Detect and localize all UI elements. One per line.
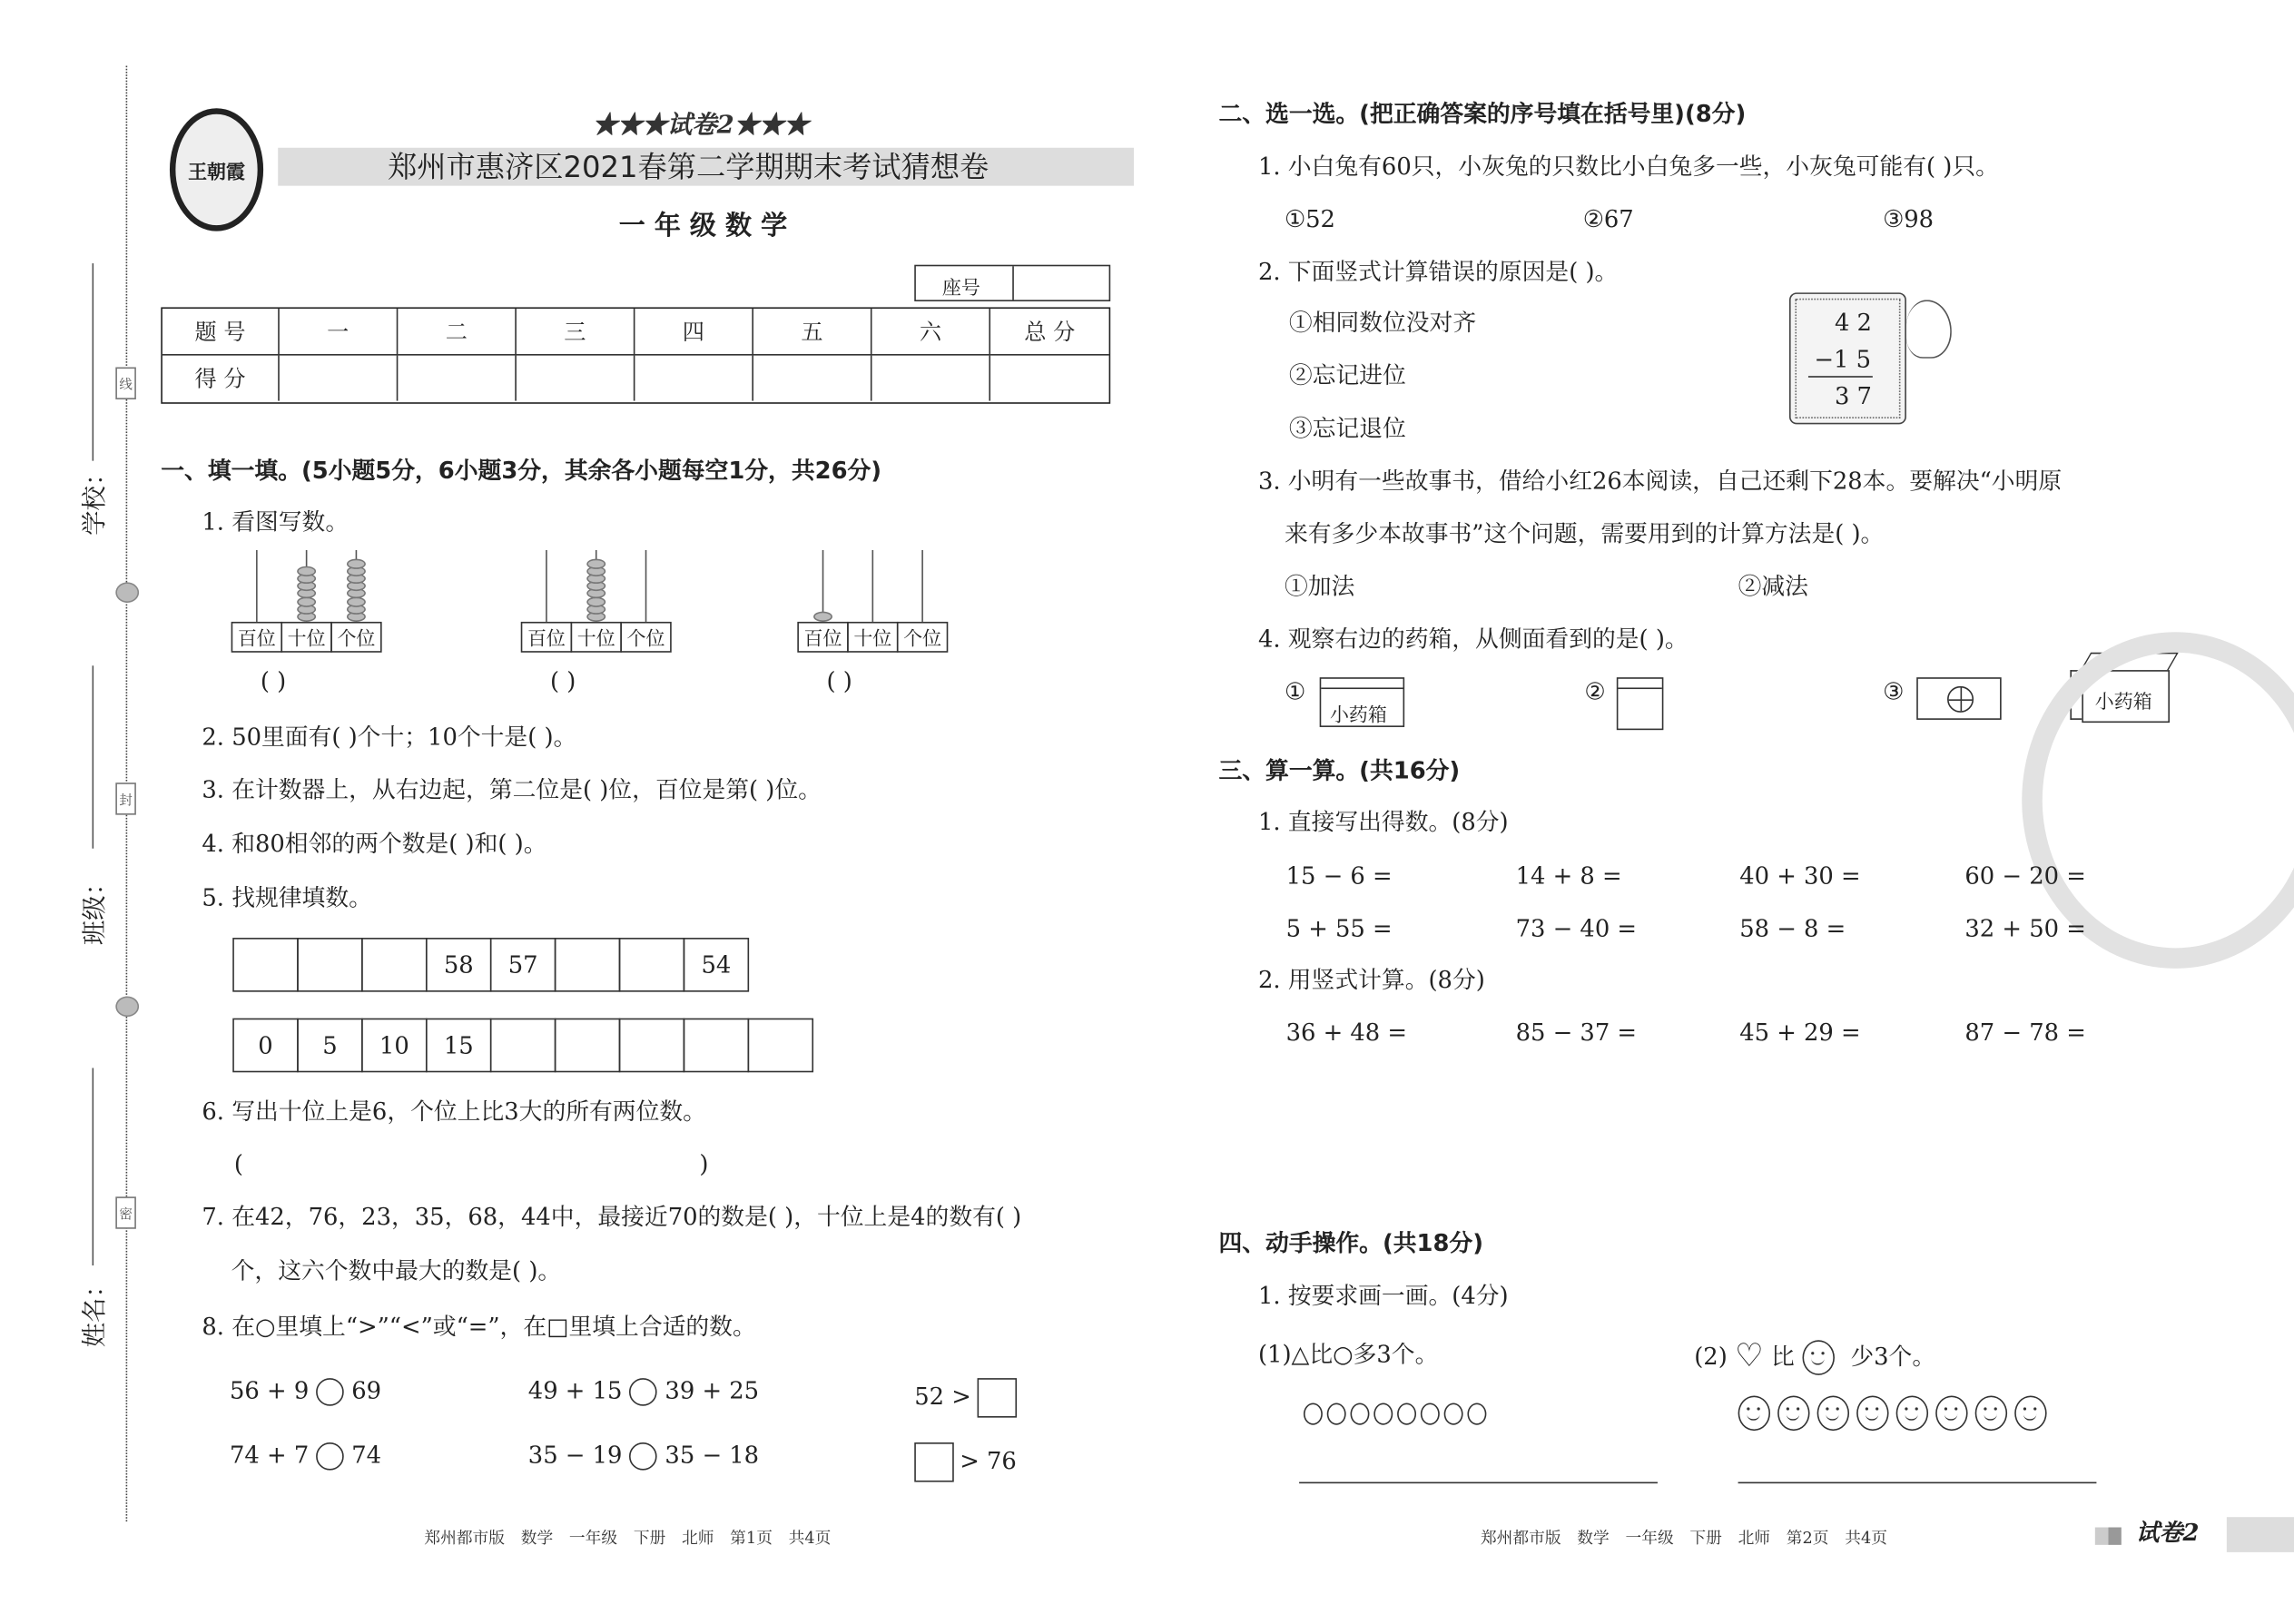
abacus-place-label: 十位	[281, 622, 331, 653]
circle-icon	[1327, 1403, 1346, 1425]
smiley-icon	[1896, 1395, 1928, 1431]
abacus-bead	[297, 566, 316, 576]
swirl-icon	[115, 582, 139, 603]
vertical-calc-item: 36 + 48 =	[1285, 1018, 1408, 1047]
s4-p2	[1694, 1340, 1935, 1375]
s1-q5: 5. 找规律填数。	[202, 883, 372, 912]
class-label: 班级：	[80, 870, 110, 946]
section1-header: 一、填一填。(5小题5分，6小题3分，其余各小题每空1分，共26分)	[161, 456, 882, 485]
s2-q1-opt1: ①52	[1284, 204, 1335, 233]
p2-text-less: 少3个。	[1850, 1342, 1936, 1371]
abacus-place-label: 十位	[847, 622, 898, 653]
smiley-icon	[1802, 1340, 1834, 1375]
pattern-cell: 15	[426, 1019, 492, 1073]
footer-left: 郑州都市版 数学 一年级 下册 北师 第1页 共4页	[424, 1529, 832, 1549]
abacus	[797, 550, 950, 704]
abacus-bead	[586, 558, 605, 568]
swirl-icon	[115, 996, 139, 1017]
pattern-cell[interactable]	[748, 1019, 814, 1073]
oral-calc-item: 73 − 40 =	[1515, 914, 1638, 942]
circle-icon	[1304, 1403, 1323, 1425]
exam-subtitle: 一 年 级 数 学	[618, 211, 788, 241]
pattern-cell: 58	[426, 938, 492, 992]
circle-row	[1304, 1403, 1491, 1430]
answer-circle[interactable]	[316, 1378, 344, 1406]
section3-header: 三、算一算。(共16分)	[1218, 756, 1461, 784]
s2-q1-opt3: ③98	[1883, 204, 1935, 233]
section2-header: 二、选一选。(把正确答案的序号填在括号里)(8分)	[1218, 99, 1747, 128]
heart-icon: ♡	[1734, 1338, 1764, 1375]
school-line	[93, 263, 94, 461]
footer-deco	[2095, 1528, 2122, 1545]
score-header-cell: 题 号	[162, 309, 280, 356]
s2-q4-opt3: ③	[1883, 677, 1905, 705]
s2-q4: 4. 观察右边的药箱，从侧面看到的是( )。	[1257, 625, 1689, 653]
answer-paren[interactable]: ( )	[826, 666, 852, 695]
score-input-cell[interactable]	[398, 356, 517, 401]
seal-close-box: 密	[115, 1196, 136, 1228]
answer-square[interactable]	[914, 1442, 954, 1482]
abacus-place-label: 百位	[231, 622, 282, 653]
compare-left: 56 + 9	[230, 1376, 317, 1405]
s1-q7: 7. 在42，76，23，35，68，44中，最接近70的数是( )，十位上是4的数有( )	[202, 1202, 1022, 1231]
s4-q1: 1. 按要求画一画。(4分)	[1257, 1281, 1509, 1310]
logo	[170, 108, 263, 231]
exam-title: 郑州市惠济区2021春第二学期期末考试猜想卷	[388, 149, 989, 185]
compare-question	[230, 1378, 381, 1406]
s2-q3: 3. 小明有一些故事书，借给小红26本阅读，自己还剩下28本。要解决“小明原	[1257, 467, 2063, 495]
name-label: 姓名：	[80, 1273, 110, 1348]
circle-icon	[1351, 1403, 1370, 1425]
abacus-bead	[813, 612, 832, 622]
series-label: ★★★试卷2★★★	[592, 111, 809, 141]
compare-right: 35 − 18	[657, 1441, 760, 1470]
pattern-cell: 57	[490, 938, 556, 992]
smiley-icon	[1935, 1395, 1967, 1431]
oral-calc-item: 40 + 30 =	[1739, 861, 1861, 890]
box-question-2	[914, 1442, 1017, 1482]
footer-tab	[2227, 1517, 2294, 1552]
s3-q1: 1. 直接写出得数。(8分)	[1257, 807, 1509, 836]
seat-label: 座号	[941, 278, 980, 300]
compare-question	[528, 1378, 759, 1406]
mouse-icon	[1906, 300, 1952, 358]
pattern-cell[interactable]	[555, 938, 621, 992]
s2-q2-opt3: ③忘记退位	[1288, 414, 1406, 442]
s2-q3-opt2: ②减法	[1738, 572, 1808, 600]
compare-left: 74 + 7	[230, 1441, 317, 1470]
pattern-cell: 5	[297, 1019, 363, 1073]
oral-calc-item: 5 + 55 =	[1285, 914, 1393, 942]
oral-calc-item: 14 + 8 =	[1515, 861, 1622, 890]
q6-paren-close: )	[699, 1149, 709, 1178]
s1-q6: 6. 写出十位上是6，个位上比3大的所有两位数。	[202, 1097, 706, 1126]
logo-text: 王朝霞	[188, 162, 245, 184]
score-input-cell[interactable]	[635, 356, 753, 401]
medicine-box-side-view	[1617, 677, 1664, 730]
score-header-cell: 总 分	[990, 309, 1109, 356]
oral-calc-item: 58 − 8 =	[1739, 914, 1846, 942]
score-header-cell: 四	[635, 309, 753, 356]
pattern-cell[interactable]	[297, 938, 363, 992]
box-label: 小药箱	[2094, 692, 2152, 714]
seat-number-field[interactable]	[914, 265, 1110, 301]
calc-line-3: 3 7	[1834, 381, 1872, 410]
s1-q7-cont: 个，这六个数中最大的数是( )。	[231, 1256, 562, 1284]
box-q2-text: > 76	[960, 1446, 1017, 1475]
smiley-row	[1738, 1395, 2054, 1435]
vertical-calc-item: 87 − 78 =	[1964, 1018, 2086, 1047]
score-input-cell[interactable]	[517, 356, 635, 401]
s2-q3-cont: 来有多少本故事书”这个问题，需要用到的计算方法是( )。	[1284, 519, 1885, 547]
compare-right: 74	[344, 1441, 382, 1470]
abacus-place-label: 个位	[330, 622, 381, 653]
medicine-box-top-view	[1916, 677, 2001, 720]
abacus	[521, 550, 674, 704]
footer-badge: 试卷2	[2135, 1518, 2200, 1547]
abacus-rod	[256, 550, 258, 622]
s2-q2: 2. 下面竖式计算错误的原因是( )。	[1257, 257, 1619, 286]
abacus-rod	[921, 550, 923, 622]
abacus-rod	[872, 550, 874, 622]
s3-q2: 2. 用竖式计算。(8分)	[1257, 965, 1485, 994]
q6-paren-open: (	[233, 1149, 243, 1178]
medicine-box-front-view	[1320, 677, 1404, 727]
score-header-cell: 一	[280, 309, 399, 356]
s1-q1: 1. 看图写数。	[202, 507, 350, 536]
s2-q2-opt1: ①相同数位没对齐	[1288, 309, 1477, 337]
compare-question	[230, 1442, 381, 1471]
pattern-cell[interactable]	[361, 938, 428, 992]
box-q1-text: 52 >	[914, 1382, 971, 1411]
s4-p1: (1)△比○多3个。	[1257, 1340, 1439, 1368]
abacus-rod	[645, 550, 647, 622]
circle-icon	[1373, 1403, 1393, 1425]
answer-square[interactable]	[977, 1378, 1017, 1418]
compare-right: 39 + 25	[657, 1376, 760, 1405]
vertical-calc-item: 85 − 37 =	[1515, 1018, 1638, 1047]
p2-number: (2)	[1694, 1342, 1728, 1371]
s2-q4-opt1: ①	[1284, 677, 1306, 705]
pattern-cell[interactable]	[490, 1019, 556, 1073]
score-input-cell[interactable]	[753, 356, 872, 401]
oral-calc-item: 15 − 6 =	[1285, 861, 1393, 890]
abacus	[231, 550, 385, 704]
score-input-cell[interactable]	[872, 356, 991, 401]
s2-q1-opt2: ②67	[1582, 204, 1634, 233]
compare-left: 49 + 15	[527, 1376, 630, 1405]
calc-line-2: −1 5	[1814, 345, 1872, 373]
compare-left: 35 − 19	[527, 1441, 630, 1470]
abacus-place-label: 个位	[897, 622, 948, 653]
answer-circle[interactable]	[630, 1442, 658, 1471]
score-header-cell: 三	[517, 309, 635, 356]
answer-line-2[interactable]	[1738, 1482, 2097, 1484]
score-table	[161, 307, 1110, 403]
abacus-place-label: 个位	[620, 622, 671, 653]
pattern-cell[interactable]	[619, 938, 685, 992]
abacus-place-label: 十位	[571, 622, 622, 653]
school-label: 学校：	[80, 460, 110, 536]
score-header-cell: 五	[753, 309, 872, 356]
s1-q3: 3. 在计数器上，从右边起，第二位是( )位，百位是第( )位。	[202, 775, 822, 803]
score-header-cell: 六	[872, 309, 991, 356]
calc-line-1: 4 2	[1834, 309, 1872, 337]
s1-q4: 4. 和80相邻的两个数是( )和( )。	[202, 829, 547, 858]
s2-q4-opt2: ②	[1584, 677, 1606, 705]
circle-icon	[1444, 1403, 1463, 1425]
answer-paren[interactable]: ( )	[549, 666, 576, 695]
score-header-cell: 二	[398, 309, 517, 356]
oral-calc-item: 32 + 50 =	[1964, 914, 2086, 942]
answer-circle[interactable]	[630, 1378, 658, 1406]
circle-icon	[1397, 1403, 1416, 1425]
pattern-cell[interactable]	[684, 1019, 750, 1073]
smiley-icon	[1738, 1395, 1770, 1431]
smiley-icon	[1856, 1395, 1888, 1431]
abacus-place-label: 百位	[797, 622, 848, 653]
s1-q8: 8. 在○里填上“>”“<”或“=”，在□里填上合适的数。	[202, 1312, 756, 1341]
s1-q2: 2. 50里面有( )个十；10个十是( )。	[202, 723, 577, 751]
s2-q2-opt2: ②忘记进位	[1288, 361, 1406, 389]
pattern-cell: 0	[232, 1019, 299, 1073]
smiley-icon	[1975, 1395, 2007, 1431]
compare-right: 69	[344, 1376, 382, 1405]
score-input-cell[interactable]	[990, 356, 1109, 401]
smiley-icon	[1817, 1395, 1849, 1431]
smiley-icon	[1777, 1395, 1809, 1431]
calc-card	[1789, 292, 1906, 424]
abacus-bead	[347, 558, 366, 568]
seal-seal-box: 封	[115, 782, 136, 814]
compare-question	[528, 1442, 759, 1471]
score-input-cell[interactable]	[280, 356, 399, 401]
box-label: 小药箱	[1329, 704, 1387, 727]
pattern-cell[interactable]	[619, 1019, 685, 1073]
score-row-label: 得 分	[162, 356, 280, 401]
pattern-cell[interactable]	[232, 938, 299, 992]
s2-q3-opt1: ①加法	[1284, 572, 1355, 600]
pattern-cell: 10	[361, 1019, 428, 1073]
name-line	[93, 1068, 94, 1265]
seal-line-box: 线	[115, 368, 136, 399]
oral-calc-item: 60 − 20 =	[1964, 861, 2086, 890]
vertical-calc-item: 45 + 29 =	[1739, 1018, 1861, 1047]
footer-right: 郑州都市版 数学 一年级 下册 北师 第2页 共4页	[1480, 1529, 1887, 1549]
pattern-cell[interactable]	[555, 1019, 621, 1073]
p2-text-bi: 比	[1770, 1342, 1795, 1371]
abacus-place-label: 百位	[521, 622, 572, 653]
answer-line-1[interactable]	[1299, 1482, 1658, 1484]
s2-q1: 1. 小白兔有60只，小灰兔的只数比小白兔多一些，小灰兔可能有( )只。	[1257, 152, 1999, 181]
abacus-rod	[546, 550, 547, 622]
smiley-icon	[2014, 1395, 2046, 1431]
section4-header: 四、动手操作。(共18分)	[1218, 1228, 1484, 1257]
answer-circle[interactable]	[316, 1442, 344, 1471]
pattern-cell: 54	[684, 938, 750, 992]
box-question-1	[914, 1378, 1017, 1418]
circle-icon	[1421, 1403, 1440, 1425]
class-line	[93, 665, 94, 848]
circle-icon	[1467, 1403, 1486, 1425]
answer-paren[interactable]: ( )	[260, 666, 287, 695]
